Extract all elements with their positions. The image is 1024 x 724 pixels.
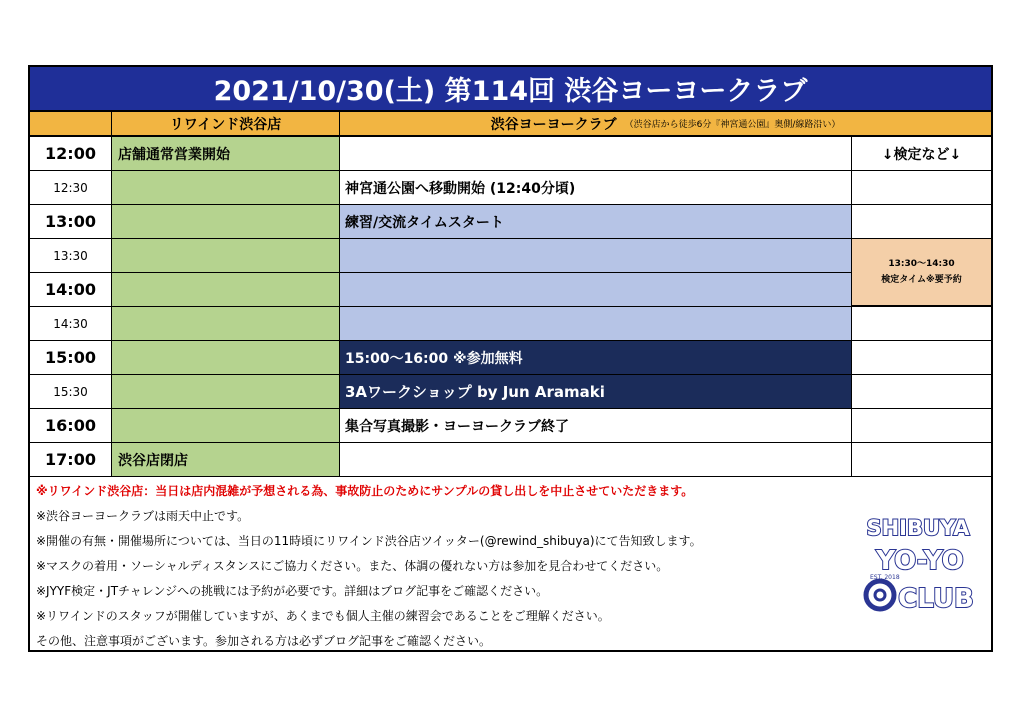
time-cell: 16:00: [30, 409, 112, 442]
header-time: [30, 112, 112, 137]
header-club: [340, 112, 991, 137]
note-line: ※渋谷ヨーヨークラブは雨天中止です。: [36, 509, 250, 523]
table-row: [30, 239, 991, 273]
rewind-cell: [112, 205, 340, 238]
club-cell: 15:00〜16:00 ※参加無料: [340, 341, 852, 374]
club-cell: 練習/交流タイムスタート: [340, 205, 852, 238]
table-row: [30, 273, 991, 307]
club-cell: [340, 273, 852, 306]
logo-line-2: YO-YO: [876, 546, 964, 576]
warning-note: ※リワインド渋谷店：当日は店内混雑が予想される為、事故防止のためにサンプルの貸し出しを中止させていただきます。: [36, 484, 694, 498]
extra-cell: [852, 341, 991, 374]
logo-est: EST. 2018: [870, 574, 900, 581]
extra-cell: [852, 375, 991, 408]
table-row: [30, 443, 991, 477]
time-cell: 15:30: [30, 375, 112, 408]
exam-time-range: 13:30〜14:30: [888, 259, 955, 269]
note-line: ※JYYF検定・JTチャレンジへの挑戦には予約が必要です。詳細はブログ記事をご確認ください。: [36, 584, 549, 598]
note-line: その他、注意事項がございます。参加される方は必ずブログ記事をご確認ください。: [36, 634, 492, 648]
note-line: ※リワインドのスタッフが開催していますが、あくまでも個人主催の練習会であることをご理解ください。: [36, 609, 610, 623]
club-cell: [340, 137, 852, 170]
rewind-cell: [112, 409, 340, 442]
header-club-label: 渋谷ヨーヨークラブ: [490, 116, 617, 133]
rewind-cell: 店舗通常営業開始: [112, 137, 340, 170]
extra-cell: [852, 443, 991, 476]
rewind-cell: [112, 171, 340, 204]
rewind-cell: [112, 273, 340, 306]
rewind-cell: [112, 341, 340, 374]
extra-cell: [852, 307, 991, 340]
table-row: [30, 307, 991, 341]
header-rewind-label: リワインド渋谷店: [169, 116, 282, 133]
exam-time-label: 検定タイム※要予約: [881, 275, 962, 285]
extra-cell: [852, 205, 991, 238]
extra-cell: ↓検定など↓: [881, 146, 962, 163]
time-cell: 14:00: [30, 273, 112, 306]
header-club-note: （渋谷店から徒歩6分『神宮通公園』奥側/線路沿い）: [624, 120, 841, 130]
club-cell: [340, 239, 852, 272]
table-row: [30, 137, 991, 171]
extra-cell: [852, 171, 991, 204]
club-cell: [340, 443, 852, 476]
rewind-cell: 渋谷店閉店: [112, 443, 340, 476]
page-title: 2021/10/30(土) 第114回 渋谷ヨーヨークラブ: [30, 67, 991, 112]
rewind-cell: [112, 239, 340, 272]
table-row: [30, 409, 991, 443]
schedule-sheet: [28, 65, 993, 652]
time-cell: 12:30: [30, 171, 112, 204]
table-row: [30, 205, 991, 239]
time-cell: 17:00: [30, 443, 112, 476]
yoyo-ring-icon: [866, 581, 894, 609]
header-rewind: [112, 112, 340, 137]
time-cell: 12:00: [30, 137, 112, 170]
note-line: ※開催の有無・開催場所については、当日の11時頃にリワインド渋谷店ツイッター(@rewind_shibuya)にて告知致します。: [36, 534, 702, 548]
rewind-cell: [112, 307, 340, 340]
table-row: [30, 171, 991, 205]
time-cell: 14:30: [30, 307, 112, 340]
time-cell: 15:00: [30, 341, 112, 374]
extra-cell: [852, 409, 991, 442]
logo-line-1: SHIBUYA: [866, 516, 970, 540]
club-cell: 神宮通公園へ移動開始 (12:40分頃): [340, 171, 852, 204]
rewind-cell: [112, 375, 340, 408]
time-cell: 13:30: [30, 239, 112, 272]
logo-line-3: CLUB: [898, 584, 974, 614]
table-row: [30, 341, 991, 375]
club-cell: 集合写真撮影・ヨーヨークラブ終了: [340, 409, 852, 442]
club-cell: [340, 307, 852, 340]
exam-time-cell: [852, 239, 991, 306]
shibuya-yoyo-club-logo: [858, 507, 978, 627]
time-cell: 13:00: [30, 205, 112, 238]
club-cell: 3Aワークショップ by Jun Aramaki: [340, 375, 852, 408]
note-line: ※マスクの着用・ソーシャルディスタンスにご協力ください。また、体調の優れない方は参加を見合わせてください。: [36, 559, 669, 573]
table-row: [30, 375, 991, 409]
